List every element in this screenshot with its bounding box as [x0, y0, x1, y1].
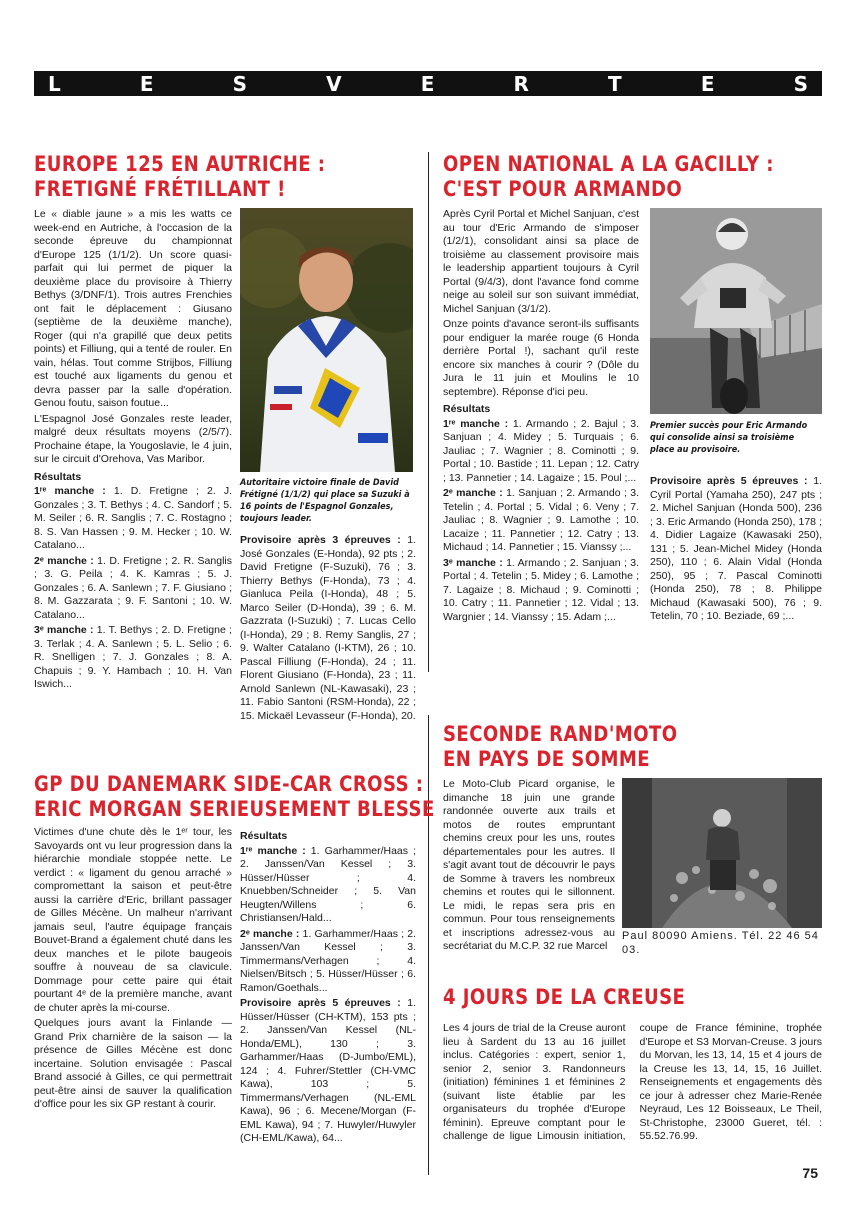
- article1-para2: L'Espagnol José Gonzales reste leader, malgré deux résultats moyens (2/5/7). Prochaine étape, la Yougoslavie, le 4 juin, sur le circuit d'Orehova, Vas Maribor.: [34, 412, 232, 465]
- article4-headline: SECONDE RAND'MOTO EN PAYS DE SOMME: [443, 722, 678, 771]
- article4-contact: Paul 80090 Amiens. Tél. 22 46 54 03.: [622, 930, 819, 956]
- article1-left-column: [34, 208, 232, 748]
- article1-results-heading: Résultats: [34, 470, 82, 483]
- article1-manche2: 2ᵉ manche : 1. D. Fretigne ; 2. R. Sanglis ; 3. G. Peila ; 4. K. Kamras ; 5. J. Gonzales ; 6. A. Sanlewn ; 7. F. Giusiano ; 8. M. Gazzarata ; 9. F. Santoni ; 10. W. Catalano...: [34, 554, 232, 621]
- article2-manche1: 1ʳᵉ manche : 1. Armando ; 2. Bajul ; 3. Sanjuan ; 4. Midey ; 5. Turquais ; 6. Jauliac ; 7. Wagnier ; 8. Cominotti ; 9. Portal ; 10. Bastide ; 11. Lepan ; 12. Catry ; 13. Pannetier ; 14. Lagaize ; 15. Poul ;...: [443, 417, 639, 484]
- article3-manche2: 2ᵉ manche : 1. Garhammer/Haas ; 2. Janssen/Van Kessel ; 3. Timmermans/Verhagen ; 4. Nielsen/Bitsch ; 5. Hüsser/Hüsser ; 6. Ramon/Goethals...: [240, 927, 416, 994]
- article2-photo: [650, 208, 822, 414]
- article4-body: Le Moto-Club Picard organise, le dimanche 18 juin une grande randonnée ouverte aux trails et motos de routes empruntant chemins creux pour les uns, routes départementales pour les autres. Il s'agit avant tout de découvrir le pays de Somme à travers les nombreux chemins et routes qui le sillonnent. Le midi, le repas sera pris en commun. Pour tous renseignements et inscriptions adressez-vous au secrétariat du M.C.P. 32 rue Marcel: [443, 778, 615, 952]
- section-banner: [34, 71, 822, 96]
- article4-photo: [622, 778, 822, 928]
- article1-right-column: [240, 534, 416, 749]
- article3-results-heading: Résultats: [240, 830, 288, 842]
- banner-letter: E: [700, 71, 715, 96]
- article1-intro: Le « diable jaune » a mis les watts ce week-end en Autriche, à l'occasion de la seconde épreuve du championnat d'Europe 125 (1/1/2). Un score quasi-parfait qui lui permet de piquer la deuxième place du provisoire à Thierry Bethys (3/DNF/1). Trois autres Frenchies ont fait le déplacement : Giusano (septième de la deuxième manche), Roger (qui n'a grapillé que deux petits points) et Filliung, qui a tenté de rouler. En vain, hélas. Tout comme Strijbos, Filliung est touché aux ligaments du genou et devra passer par la salle d'opération. Genou foutu, saison foutue...: [34, 208, 232, 409]
- banner-letter: V: [326, 71, 342, 96]
- column-divider: [428, 152, 429, 672]
- article1-photo: [240, 208, 413, 472]
- article3-right-column: [240, 826, 416, 1191]
- banner-letter: R: [513, 71, 529, 96]
- article5-headline: 4 JOURS DE LA CREUSE: [443, 985, 686, 1009]
- article3-manche1: 1ʳᵉ manche : 1. Garhammer/Haas ; 2. Janssen/Van Kessel ; 3. Hüsser/Hüsser ; 4. Knuebben/Schneider ; 5. Van Heugten/Willens ; 6. Christiansen/Hald...: [240, 844, 416, 924]
- article3-headline: GP DU DANEMARK SIDE-CAR CROSS : ERIC MORGAN SERIEUSEMENT BLESSE: [34, 772, 435, 821]
- article2-manche3: 3ᵉ manche : 1. Armando ; 2. Sanjuan ; 3. Portal ; 4. Tetelin ; 5. Midey ; 6. Lamothe ; 7. Lagaize ; 8. Michaud ; 9. Cominotti ; 10. Catry ; 11. Pannetier ; 12. Vidal ; 13. Wargnier ; 14. Vianssy ; 15. Adam ;...: [443, 556, 639, 623]
- article5-body: Les 4 jours de trial de la Creuse auront lieu à Sardent du 13 au 16 juillet inclus. Catégories : expert, senior 1, senior 2, senior 3. Randonneurs (initiation) féminines 1 et féminines 2 (suivant liste établie par les organisateurs du trophée d'Europe féminin). Epreuve comptant pour le challenge de ligue Limousin initiation, coupe de France féminine, trophée d'Europe et S3 Morvan-Creuse. 3 jours du Morvan, les 13, 14, 15 et 4 jours de la Creuse les 13, 14, 15, 16 Juillet. Renseignements et engagements dès ce jour à adresser chez Marie-Renée Neyraud, Les 12 Boisseaux, Le Theil, St-Christophe, 23000 Gueret, tél. : 55.52.76.99.: [443, 1022, 822, 1142]
- article2-results-heading: Résultats: [443, 403, 491, 415]
- article2-para2: Onze points d'avance seront-ils suffisants pour endiguer la marée rouge (6 Honda derrière Portal !), sachant qu'il reste encore six manches à courir ? (Dôle du Jura le 11 juin et Moulins le 10 septembre). Réponse d'ici peu.: [443, 318, 639, 398]
- article3-para2: Quelques jours avant la Finlande — Grand Prix charnière de la saison — la présence de Gilles Mécène est donc incertaine. Solution envisagée : Pascal Brand associé à Gilles, ce qui permettrait peut-être ainsi de sauver la qualification d'office pour les six GP restant à courir.: [34, 1017, 232, 1110]
- article3-left-column: [34, 826, 232, 1191]
- banner-letter: E: [420, 71, 435, 96]
- page-number: 75: [802, 1165, 818, 1181]
- banner-letter: E: [139, 71, 154, 96]
- article2-caption: Premier succès pour Eric Armando qui consolide ainsi sa troisième place au provisoire.: [650, 421, 808, 455]
- article2-left-column: [443, 208, 639, 683]
- banner-letter: L: [48, 71, 61, 96]
- article1-headline: EUROPE 125 EN AUTRICHE : FRETIGNÉ FRÉTILLANT !: [34, 152, 326, 201]
- article3-provisional: Provisoire après 5 épreuves : 1. Hüsser/Hüsser (CH-KTM), 153 pts ; 2. Janssen/Van Kessel (NL-Honda/EML), 130 ; 3. Garhammer/Haas (D-Jumbo/EML), 124 ; 4. Fuhrer/Stettler (CH-VMC Kawa), 103 ; 5. Timmermans/Verhagen (NL-EML Kawa), 96 ; 6. Mecene/Morgan (F-EML Kawa), 94 ; 7. Huwyler/Huwyler (CH-EML/Kawa), 64...: [240, 997, 416, 1144]
- article1-caption: Autoritaire victoire finale de David Frétigné (1/1/2) qui place sa Suzuki à 16 points de l'Espagnol Gonzales, toujours leader.: [240, 478, 410, 524]
- article1-manche3: 3ᵉ manche : 1. T. Bethys ; 2. D. Fretigne ; 3. Terlak ; 4. A. Sanlewn ; 5. L. Selio ; 6. R. Snelligen ; 7. J. Gonzales ; 8. A. Chapuis ; 9. Y. Hambach ; 10. H. Van Iswich...: [34, 624, 232, 690]
- article2-provisional: Provisoire après 5 épreuves : 1. Cyril Portal (Yamaha 250), 247 pts ; 2. Michel Sanjuan (Honda 500), 236 ; 3. Eric Armando (Honda 250), 178 ; 4. Didier Lagaize (Kawasaki 250), 131 ; 5. Jean-Michel Midey (Honda 250), 110 ; 6. Alain Vidal (Honda 250), 95 ; 7. Pascal Cominotti (Honda 250), 78 ; 8. Philippe Michaud (Kawasaki 500), 76 ; 9. Tetelin, 70 ; 10. Beziade, 69 ;...: [650, 475, 822, 622]
- banner-letter: S: [232, 71, 248, 96]
- banner-letter: S: [793, 71, 808, 96]
- article2-manche2: 2ᵉ manche : 1. Sanjuan ; 2. Armando ; 3. Tetelin ; 4. Portal ; 5. Vidal ; 6. Veny ; 7. Jauliac ; 8. Wagnier ; 9. Lamothe ; 10. Lacaize ; 11. Pannetier ; 12. Catry ; 13. Michaud ; 14. Pannetier ; 15. Vianssy ;...: [443, 487, 639, 553]
- article2-headline: OPEN NATIONAL A LA GACILLY : C'EST POUR ARMANDO: [443, 152, 774, 201]
- article3-intro: Victimes d'une chute dès le 1ᵉʳ tour, les Savoyards ont vu leur progression dans la hiérarchie mondiale stoppée nette. Le verdict : « ligament du genou arraché » compromettant la saison et peut-être aussi la carrière d'Eric, brillant passager de Gilles Mécène. Un malheur n'arrivant jamais seul, l'autre équipage français Bouvet-Brand a également chuté dans les deux manches et le pilote baugeois souffre à nouveau de sa clavicule. Dommage pour cette paire qui était pourtant 4ᵉ de la première manche, avant de chuter après la mi-course.: [34, 826, 232, 1014]
- article1-provisional: Provisoire après 3 épreuves : 1. José Gonzales (E-Honda), 92 pts ; 2. David Fretigne (F-Suzuki), 76 ; 3. Thierry Bethys (F-Honda), 73 ; 4. Gianluca Peila (I-Honda), 48 ; 5. Marco Seiler (D-Honda), 39 ; 6. M. Gazzrata (I-Suzuki) ; 7. Lucas Cello (I-Honda), 29 ; 8. Remy Sanglis, 27 ; 9. Walter Catalano (I-KTM), 26 ; 10. Pascal Filliung (F-Honda), 24 ; 11. Florent Giusiano (F-Honda), 23 ; 11. Arnold Sanlewn (NL-Kawasaki), 23 ; 11. Fabio Santoni (RSM-Honda), 22 ; 15. Mickaël Levasseur (F-Honda), 20.: [240, 534, 416, 722]
- banner-letter: T: [608, 71, 622, 96]
- article2-right-column: [650, 475, 822, 685]
- article1-manche1: 1ʳᵉ manche : 1. D. Fretigne ; 2. J. Gonzales ; 3. T. Bethys ; 4. C. Sandorf ; 5. M. Seiler ; 6. R. Sanglis ; 7. C. Rostagno ; 8. S. Van Hassen ; 9. M. Hecker ; 10. W. Catalano...: [34, 485, 232, 551]
- article2-intro: Après Cyril Portal et Michel Sanjuan, c'est au tour d'Eric Armando de s'imposer (1/2/1), consolidant ainsi sa place de troisième au classement provisoire mais le leadership appartient toujours à Cyril Portal (9/4/3), dont l'avance fond comme neige au soleil sur son suivant immédiat, Michel Sanjuan (3/1/2).: [443, 208, 639, 315]
